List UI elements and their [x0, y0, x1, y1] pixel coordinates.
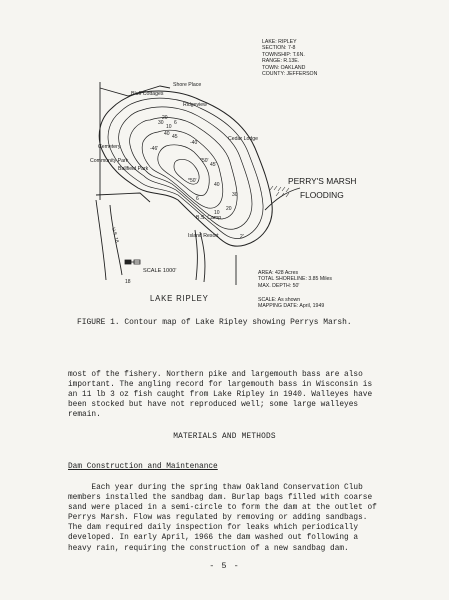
map-label-cedar-lodge: Cedar Lodge — [228, 136, 258, 142]
depth-label: 20 — [226, 206, 232, 212]
text-line: remain. — [68, 411, 101, 420]
intro-paragraph — [68, 370, 390, 420]
map-label-island-resort: Island Resort — [188, 233, 219, 239]
text-line: been stocked but have not reproduced well; some large walleyes — [68, 401, 359, 410]
depth-label: 40 — [214, 182, 220, 188]
roads — [96, 82, 300, 285]
text-line: developed. In early April, 1966 the dam washed out following a — [68, 534, 359, 543]
figure-caption: FIGURE 1. Contour map of Lake Ripley showing Perrys Marsh. — [77, 318, 352, 327]
map-label-road-left: U.S. 18 — [111, 226, 120, 244]
map-info-line: MAPPING DATE: April, 1949 — [258, 303, 325, 310]
map-info-stats — [258, 270, 332, 289]
depth-label: 10 — [214, 210, 220, 216]
text-line: Each year during the spring thaw Oakland Conservation Club — [68, 484, 363, 492]
depth-label: -40 — [190, 140, 198, 146]
map-info-line: TOWN: OAKLAND — [262, 64, 306, 71]
map-label-community-park: Community Park — [90, 158, 129, 164]
depth-label: 30 — [158, 120, 164, 126]
depth-label: 10 — [166, 124, 172, 130]
text-line: Perrys Marsh. Flow was regulated by removing or adding sandbags. — [68, 514, 368, 523]
marsh-symbols — [270, 186, 289, 197]
map-label-ridgeview: Ridgeview — [183, 102, 207, 108]
page-number: - 5 - — [209, 561, 240, 571]
map-info-line: MAX. DEPTH: 50' — [258, 282, 300, 289]
text-line: an 11 lb 3 oz fish caught from Lake Ripley in 1940. Walleyes have — [68, 391, 373, 400]
text-line: members installed the sandbag dam. Burlap bags filled with coarse — [68, 494, 373, 503]
depth-label: 6 — [196, 196, 199, 202]
depth-label: *50' — [188, 178, 197, 184]
map-info-line: TOTAL SHORELINE: 3.85 Miles — [258, 276, 332, 283]
text-line: heavy rain, requiring the construction of a new sandbag dam. — [68, 544, 349, 553]
depth-label: 30 — [232, 192, 238, 198]
depth-label: 6 — [174, 120, 177, 126]
map-label-cemetery: Cemetery — [98, 144, 121, 150]
depth-label: *50' — [200, 158, 209, 164]
map-info-line: TOWNSHIP: T.6N. — [262, 51, 305, 58]
depth-label: 20 — [162, 115, 168, 121]
map-flooding: FLOODING — [300, 190, 344, 200]
map-label-bs-camp: B.S. Camp — [196, 215, 222, 221]
body-paragraph — [68, 483, 390, 554]
map-info-line: SCALE: As shown — [258, 297, 301, 303]
map-title: LAKE RIPLEY — [150, 294, 209, 303]
map-info-line: RANGE: R.13E. — [262, 58, 300, 65]
map-label-shore-place: Shore Place — [173, 82, 202, 88]
depth-label: 2' — [240, 234, 244, 240]
depth-label: -46' — [150, 146, 159, 152]
map-info-line: AREA: 428 Acres — [258, 270, 299, 276]
depth-label: 45' — [210, 162, 217, 168]
map-info-line: COUNTY: JEFFERSON — [262, 71, 318, 78]
map-info-line: SECTION: 7-8 — [262, 45, 296, 52]
text-line: The dam required daily inspection for leaks which periodically — [68, 524, 359, 533]
map-label-bluff-cottages: Bluff Cottages — [131, 91, 164, 97]
map-label-ballfield-park: Ballfield Park — [118, 166, 149, 172]
text-line: important. The angling record for largemouth bass in Wisconsin is — [68, 381, 373, 390]
text-line: most of the fishery. Northern pike and largemouth bass are also — [68, 371, 363, 379]
depth-label: 45 — [172, 134, 178, 140]
map-info-location — [262, 39, 317, 77]
map-info-line: LAKE: RIPLEY — [262, 39, 297, 45]
map-label-scale: SCALE 1000' — [143, 268, 177, 274]
subsection-heading: Dam Construction and Maintenance — [68, 463, 218, 471]
text-line: sand were placed in a semi-circle to form the dam at the outlet of — [68, 504, 377, 513]
map-info-scale — [258, 297, 324, 310]
map-perrys-marsh: PERRY'S MARSH — [288, 176, 357, 186]
scale-bar — [125, 260, 140, 264]
map-label-road-bottom: 18 — [125, 279, 131, 285]
section-heading: MATERIALS AND METHODS — [173, 433, 276, 441]
depth-label: 40 — [164, 131, 170, 137]
